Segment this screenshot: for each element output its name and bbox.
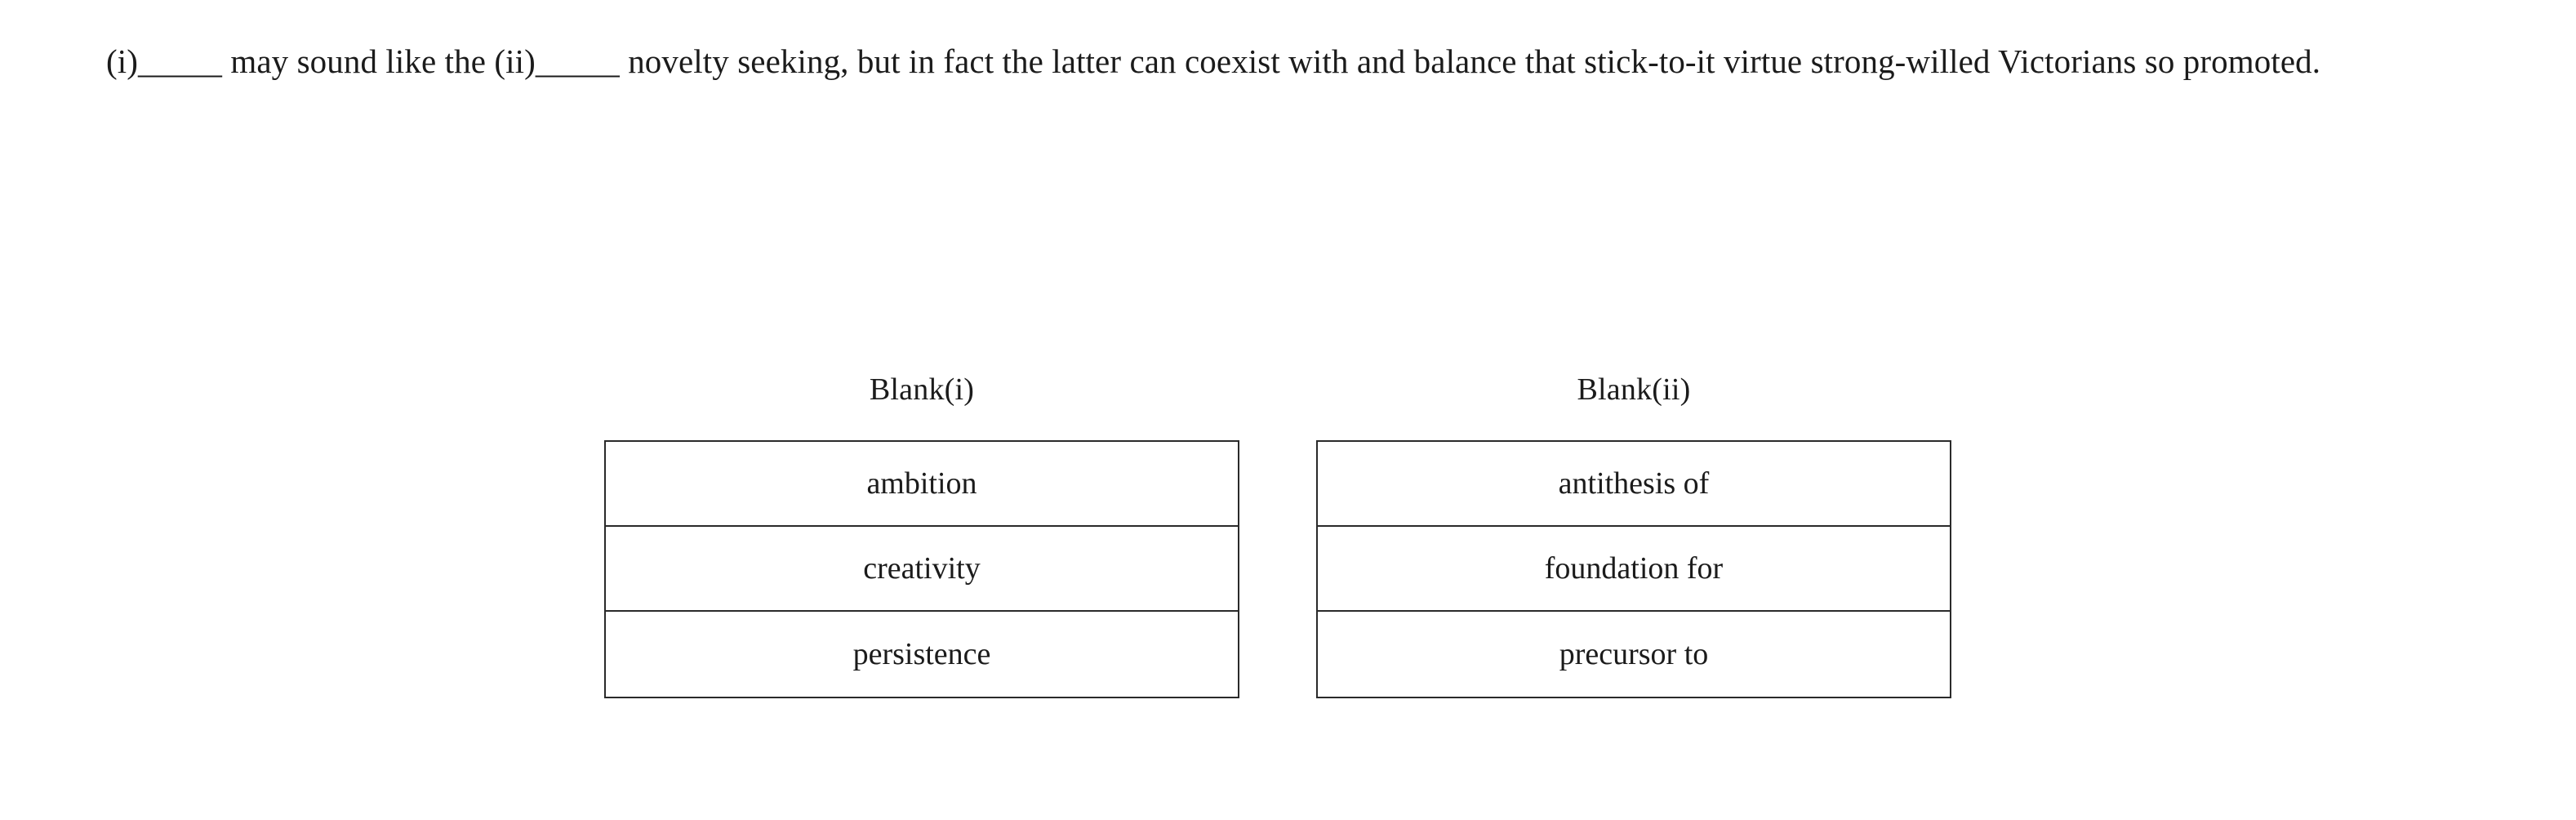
- blank-i-option-1[interactable]: ambition: [606, 442, 1238, 527]
- question-text: (i)_____ may sound like the (ii)_____ novelty seeking, but in fact the latter can coexist with and balance that stick-to-it virtue strong-willed Victorians so promoted.: [106, 42, 2321, 80]
- blank-ii-header: Blank(ii): [1577, 372, 1691, 407]
- blank-i-option-3[interactable]: persistence: [606, 612, 1238, 697]
- blank-ii-option-1[interactable]: antithesis of: [1318, 442, 1950, 527]
- blank-i-column: [604, 372, 1239, 698]
- blank-i-options: [604, 440, 1239, 698]
- blank-ii-option-3[interactable]: precursor to: [1318, 612, 1950, 697]
- answer-choice-area: [604, 372, 1951, 698]
- blank-ii-column: [1316, 372, 1951, 698]
- blank-i-header: Blank(i): [869, 372, 975, 407]
- blank-i-option-2[interactable]: creativity: [606, 527, 1238, 612]
- blank-ii-options: [1316, 440, 1951, 698]
- blank-ii-option-2[interactable]: foundation for: [1318, 527, 1950, 612]
